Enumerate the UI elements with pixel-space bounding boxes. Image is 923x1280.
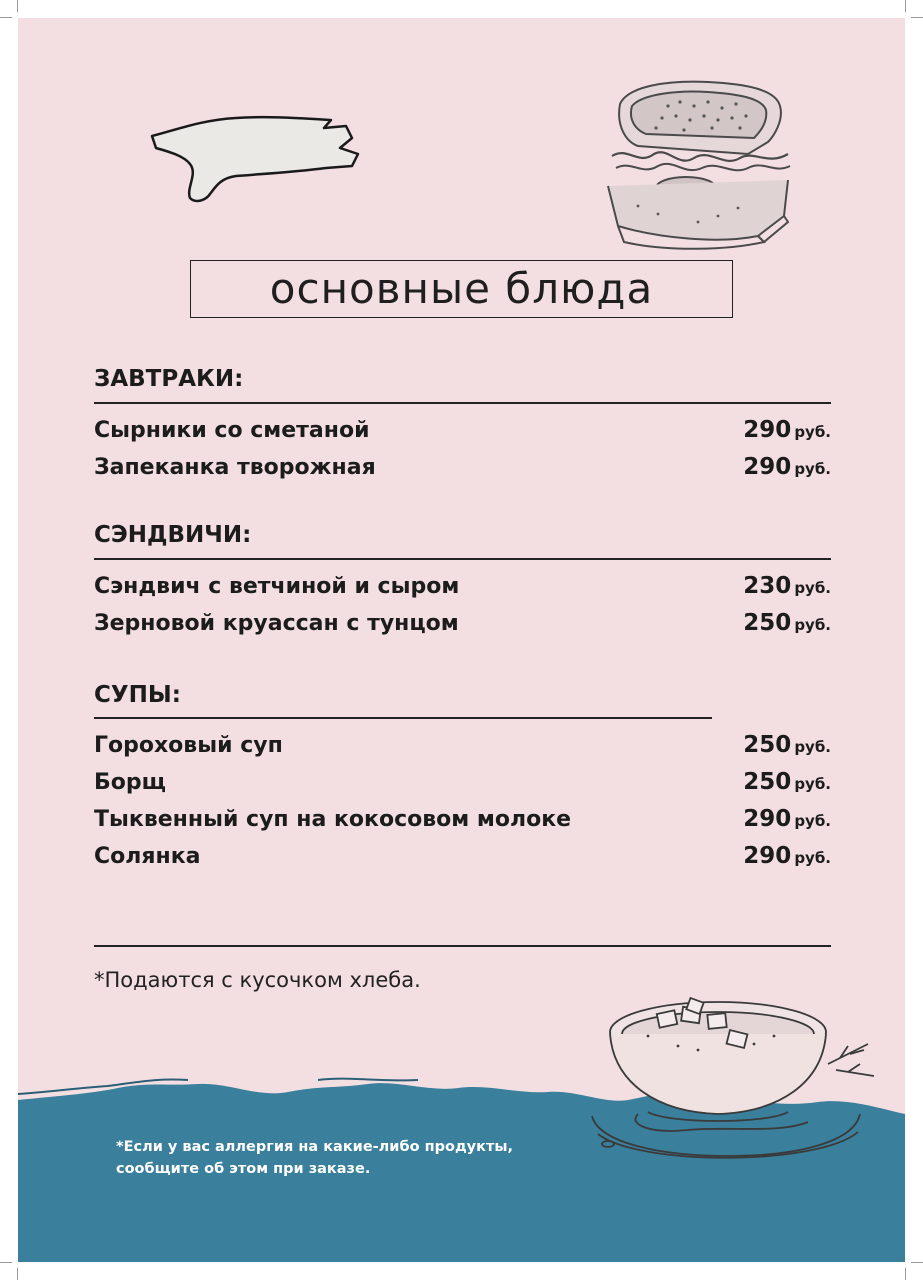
item-name: Сырники со сметаной (94, 418, 370, 443)
item-name: Борщ (94, 770, 166, 795)
item-price: 230 руб. (743, 573, 831, 599)
menu-item (94, 417, 831, 447)
item-price: 250 руб. (743, 732, 831, 758)
allergy-note (116, 1136, 513, 1180)
sandwich-illustration-icon (598, 76, 798, 251)
item-name: Тыквенный суп на кокосовом молоке (94, 807, 572, 832)
allergy-note-line-2: сообщите об этом при заказе. (116, 1161, 371, 1177)
section-heading-soups: СУПЫ: (94, 682, 181, 708)
section-divider (94, 558, 831, 560)
bread-footnote: *Подаются с кусочком хлеба. (94, 968, 421, 992)
item-price: 250 руб. (743, 610, 831, 636)
footer-divider (94, 945, 831, 947)
item-name: Сэндвич с ветчиной и сыром (94, 574, 460, 599)
section-heading-breakfasts: ЗАВТРАКИ: (94, 366, 244, 392)
item-price: 290 руб. (743, 843, 831, 869)
section-divider (94, 402, 831, 404)
item-price: 290 руб. (743, 417, 831, 443)
item-price: 290 руб. (743, 454, 831, 480)
menu-item (94, 454, 831, 484)
section-heading-sandwiches: СЭНДВИЧИ: (94, 522, 252, 548)
menu-item (94, 732, 831, 762)
menu-item (94, 573, 831, 603)
item-price: 250 руб. (743, 769, 831, 795)
page-title: основные блюда (269, 264, 654, 313)
item-name: Зерновой круассан с тунцом (94, 611, 459, 636)
allergy-note-line-1: *Если у вас аллергия на какие-либо продукты, (116, 1139, 513, 1155)
title-box (190, 260, 733, 318)
soup-bowl-illustration-icon (578, 984, 878, 1174)
menu-item (94, 769, 831, 799)
section-divider (94, 717, 712, 719)
menu-page (18, 18, 905, 1262)
menu-item (94, 610, 831, 640)
item-price: 290 руб. (743, 806, 831, 832)
paint-blob-icon (146, 108, 366, 218)
item-name: Запеканка творожная (94, 455, 376, 480)
item-name: Гороховый суп (94, 733, 283, 758)
menu-item (94, 843, 831, 873)
menu-item (94, 806, 831, 836)
item-name: Солянка (94, 844, 201, 869)
